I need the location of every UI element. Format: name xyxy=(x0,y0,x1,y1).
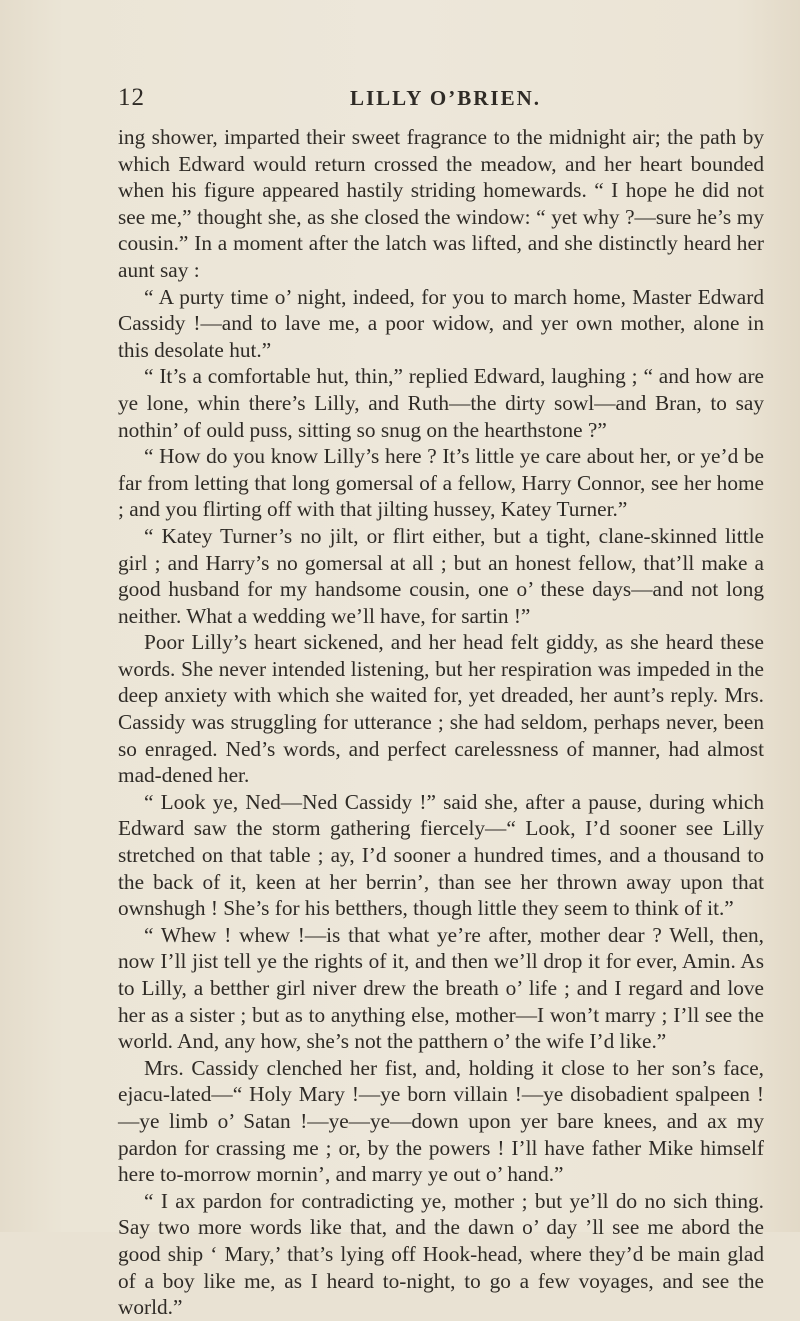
paragraph-1: ing shower, imparted their sweet fragrance to the midnight air; the path by which Edward would return crossed the meadow, and her heart bounded when his figure appeared hastily striding homewards. “ I hope he did not see me,” thought she, as she closed the window: “ yet why ?—sure he’s my cousin.” In a moment after the latch was lifted, and she distinctly heard her aunt say : xyxy=(118,125,764,282)
paragraph-10: “ I ax pardon for contradicting ye, mother ; but ye’ll do no sich thing. Say two more words like that, and the dawn o’ day ’ll see me abord the good ship ‘ Mary,’ that’s lying off Hook-head, where they’d be main glad of a boy like me, as I heard to-night, to go a few voyages, and see the world.” xyxy=(118,1188,764,1320)
paragraph-9: Mrs. Cassidy clenched her fist, and, holding it close to her son’s face, ejacu-lated—“ Holy Mary !—ye born villain !—ye disobadient spalpeen !—ye limb o’ Satan !—ye—ye—down upon yer bare knees, and ax my pardon for crassing me ; or, by the powers ! I’ll have father Mike himself here to-morrow mornin’, and marry ye out o’ hand.” xyxy=(118,1055,764,1187)
running-head: LILLY O’BRIEN. xyxy=(350,86,541,110)
paragraph-6: Poor Lilly’s heart sickened, and her head felt giddy, as she heard these words. She never intended listening, but her respiration was impeded in the deep anxiety with which she waited for, yet dreaded, her aunt’s reply. Mrs. Cassidy was struggling for utterance ; she had seldom, perhaps never, been so enraged. Ned’s words, and perfect carelessness of manner, had almost mad-dened her. xyxy=(118,630,764,788)
paragraph-2: “ A purty time o’ night, indeed, for you to march home, Master Edward Cassidy !—and to lave me, a poor widow, and yer own mother, alone in this desolate hut.” xyxy=(118,284,764,362)
page-header xyxy=(118,84,720,120)
paragraph-8: “ Whew ! whew !—is that what ye’re after, mother dear ? Well, then, now I’ll jist tell ye the rights of it, and then we’ll drop it for ever, Amin. As to Lilly, a betther girl niver drew the breath o’ life ; and I regard and love her as a sister ; but as to anything else, mother—I won’t marry ; I’ll see the world. And, any how, she’s not the patthern o’ the wife I’d like.” xyxy=(118,922,764,1054)
page-number: 12 xyxy=(118,84,145,111)
paragraph-7: “ Look ye, Ned—Ned Cassidy !” said she, after a pause, during which Edward saw the storm gathering fiercely—“ Look, I’d sooner see Lilly stretched on that table ; ay, I’d sooner a hundred times, and a thousand to the back of it, keen at her berrin’, than see her thrown away upon that ownshugh ! She’s for his betthers, though little they seem to think of it.” xyxy=(118,789,764,921)
paragraph-5: “ Katey Turner’s no jilt, or flirt either, but a tight, clane-skinned little girl ; and Harry’s no gomersal at all ; but an honest fellow, that’ll make a good husband for my handsome cousin, one o’ these days—and not long neither. What a wedding we’ll have, for sartin !” xyxy=(118,523,764,628)
paragraph-4: “ How do you know Lilly’s here ? It’s little ye care about her, or ye’d be far from letting that long gomersal of a fellow, Harry Connor, see her home ; and you flirting off with that jilting hussey, Katey Turner.” xyxy=(118,444,764,522)
body-text xyxy=(118,124,764,1321)
paragraph-3: “ It’s a comfortable hut, thin,” replied Edward, laughing ; “ and how are ye lone, whin there’s Lilly, and Ruth—the dirty sowl—and Bran, to say nothin’ of ould puss, sitting so snug on the hearthstone ?” xyxy=(118,364,764,442)
